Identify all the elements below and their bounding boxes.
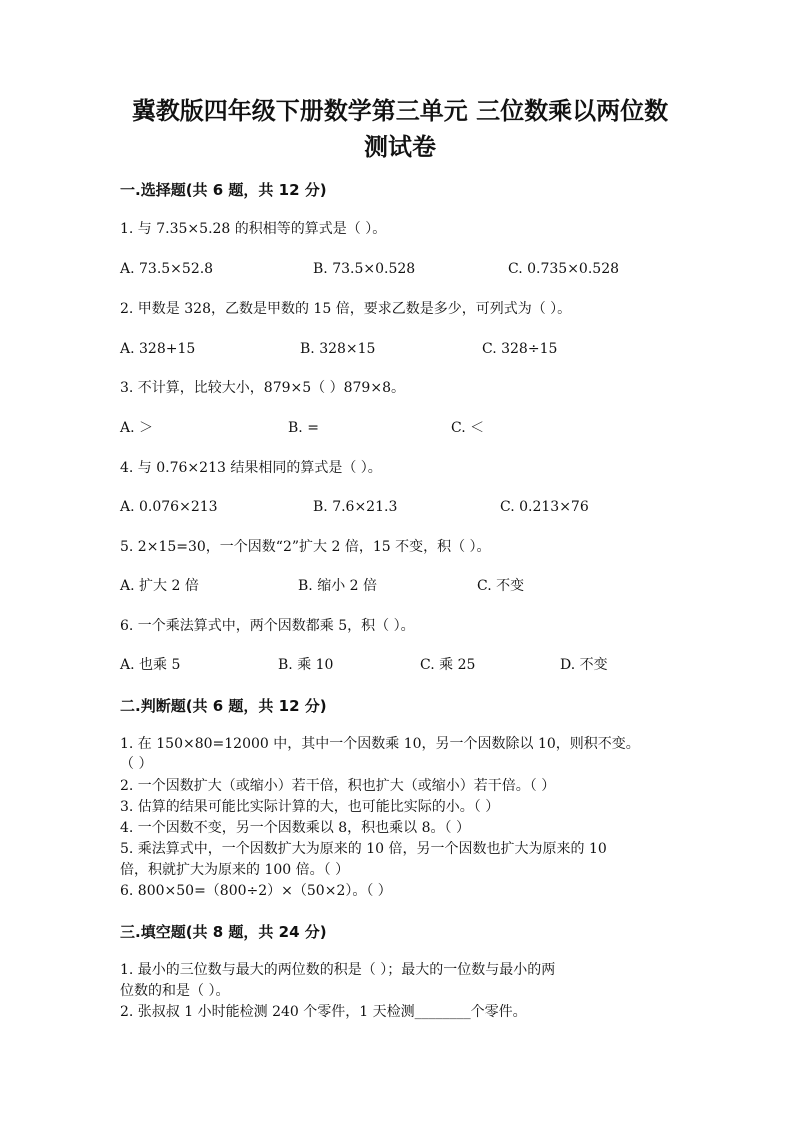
statement-3: 3. 估算的结果可能比实际计算的大，也可能比实际的小。（ ） bbox=[120, 799, 500, 815]
fill-question-2: 2. 张叔叔 1 小时能检测 240 个零件，1 天检测________个零件。 bbox=[120, 1004, 527, 1020]
question-2: 2. 甲数是 328，乙数是甲数的 15 倍，要求乙数是多少，可列式为（ ）。 bbox=[120, 301, 572, 317]
option-c: C. 不变 bbox=[477, 578, 525, 594]
page-title-line-2: 测试卷 bbox=[364, 133, 436, 161]
question-4: 4. 与 0.76×213 结果相同的算式是（ ）。 bbox=[120, 460, 382, 476]
statement-6: 6. 800×50=（800÷2）×（50×2）。（ ） bbox=[120, 883, 392, 899]
fill-question-1-continued: 位数的和是（ ）。 bbox=[120, 983, 230, 999]
page-title-line-1: 冀教版四年级下册数学第三单元 三位数乘以两位数 bbox=[131, 97, 669, 125]
section-heading-judgement: 二.判断题(共 6 题，共 12 分) bbox=[120, 697, 327, 715]
option-c: C. 0.735×0.528 bbox=[508, 261, 620, 277]
option-b: B. 73.5×0.528 bbox=[313, 261, 416, 277]
statement-2: 2. 一个因数扩大（或缩小）若干倍，积也扩大（或缩小）若干倍。（ ） bbox=[120, 778, 556, 794]
question-6: 6. 一个乘法算式中，两个因数都乘 5，积（ ）。 bbox=[120, 618, 415, 634]
option-b: B. 328×15 bbox=[300, 341, 376, 357]
section-heading-choice: 一.选择题(共 6 题，共 12 分) bbox=[120, 181, 327, 199]
option-a: A. 也乘 5 bbox=[120, 657, 181, 673]
option-c: C. 乘 25 bbox=[420, 657, 476, 673]
question-3: 3. 不计算，比较大小，879×5（ ）879×8。 bbox=[120, 380, 405, 396]
option-c: C. ＜ bbox=[451, 420, 485, 436]
option-b: B. 7.6×21.3 bbox=[313, 499, 398, 515]
statement-1-bracket: （ ） bbox=[120, 756, 153, 772]
question-5: 5. 2×15=30，一个因数“2”扩大 2 倍，15 不变，积（ ）。 bbox=[120, 539, 491, 555]
question-1: 1. 与 7.35×5.28 的积相等的算式是（ ）。 bbox=[120, 221, 387, 237]
section-heading-fill-in: 三.填空题(共 8 题，共 24 分) bbox=[120, 923, 327, 941]
statement-1: 1. 在 150×80=12000 中，其中一个因数乘 10，另一个因数除以 10，则积不变。 bbox=[120, 736, 640, 752]
statement-5: 5. 乘法算式中，一个因数扩大为原来的 10 倍，另一个因数也扩大为原来的 10 bbox=[120, 841, 607, 857]
statement-5-continued: 倍，积就扩大为原来的 100 倍。（ ） bbox=[120, 862, 350, 878]
option-a: A. ＞ bbox=[120, 420, 154, 436]
option-a: A. 0.076×213 bbox=[120, 499, 218, 515]
fill-question-1: 1. 最小的三位数与最大的两位数的积是（ ）；最大的一位数与最小的两 bbox=[120, 962, 556, 978]
option-b: B. 乘 10 bbox=[278, 657, 334, 673]
option-c: C. 328÷15 bbox=[482, 341, 558, 357]
option-b: B. 缩小 2 倍 bbox=[298, 578, 377, 594]
statement-4: 4. 一个因数不变，另一个因数乘以 8，积也乘以 8。（ ） bbox=[120, 820, 470, 836]
option-b: B. = bbox=[288, 420, 319, 436]
option-a: A. 73.5×52.8 bbox=[120, 261, 214, 277]
option-a: A. 扩大 2 倍 bbox=[120, 578, 199, 594]
option-a: A. 328+15 bbox=[120, 341, 196, 357]
option-d: D. 不变 bbox=[560, 657, 608, 673]
option-c: C. 0.213×76 bbox=[500, 499, 589, 515]
